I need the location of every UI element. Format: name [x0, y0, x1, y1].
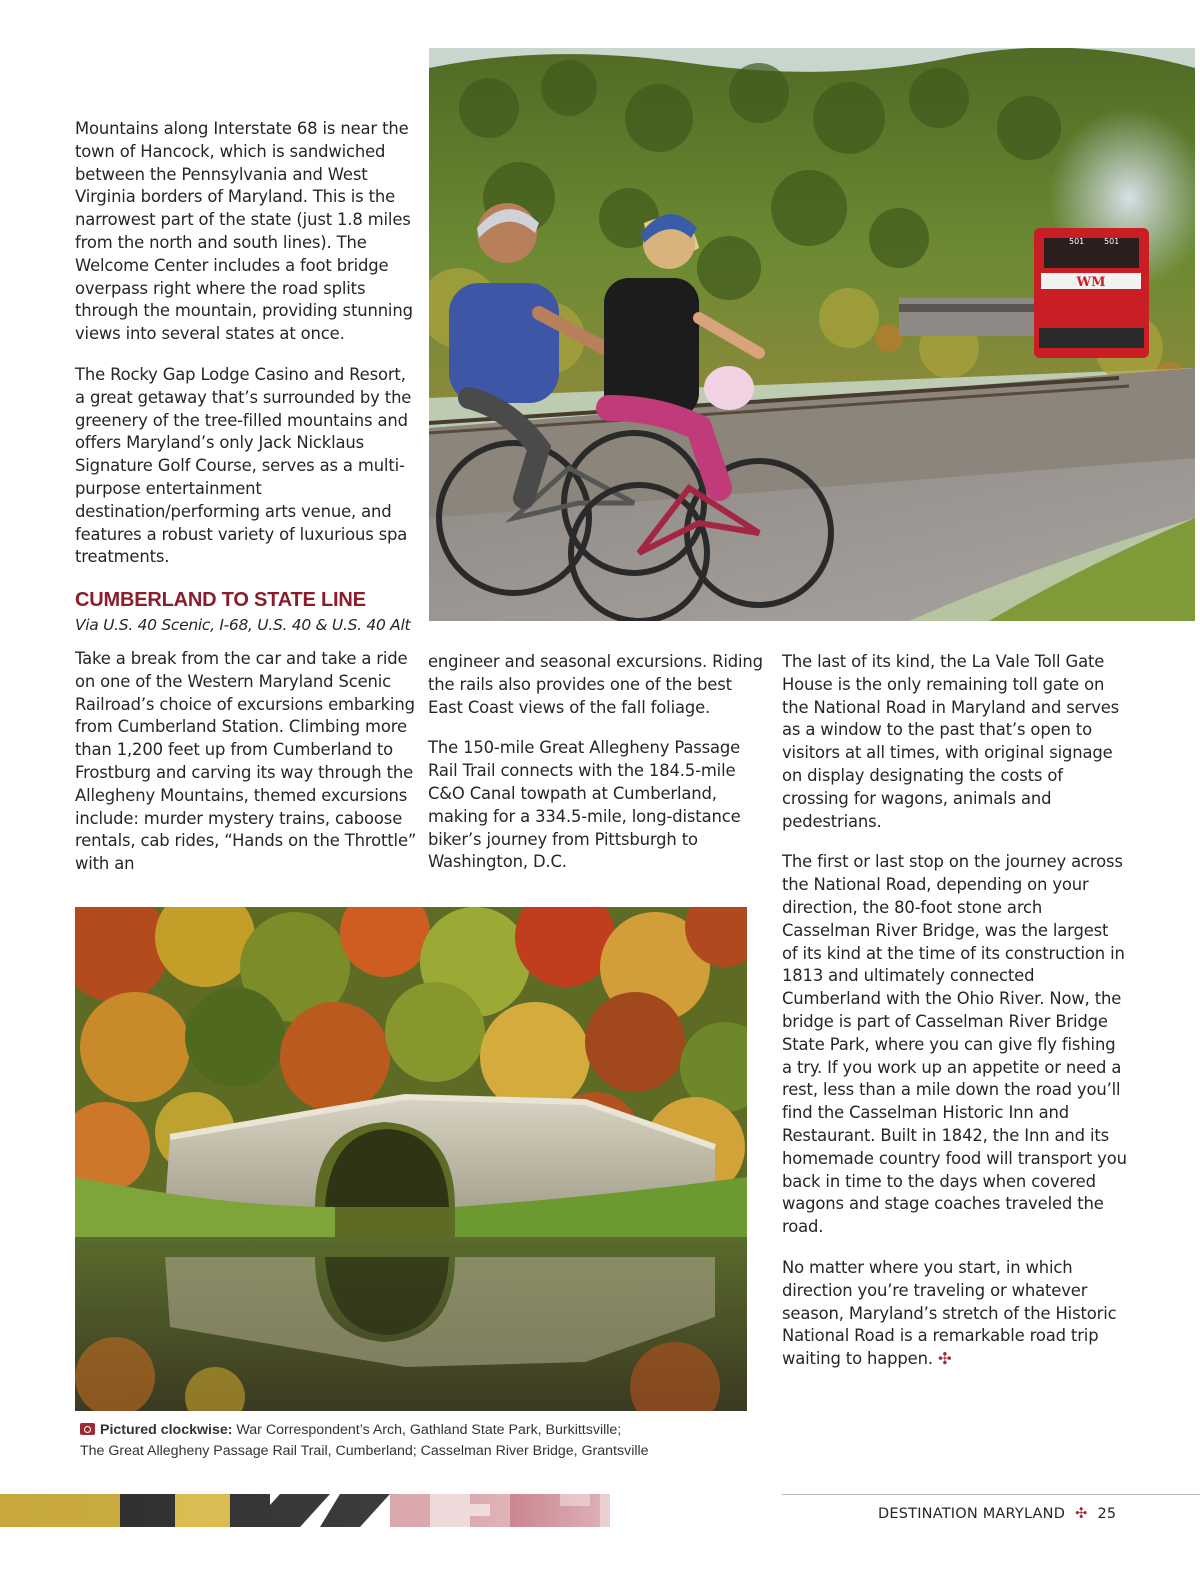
paragraph-rocky-gap: The Rocky Gap Lodge Casino and Resort, a great getaway that’s surrounded by the greenery of the tree-filled mountains and offers Maryland’s only Jack Nicklaus Signature Golf Course, serves as a multi-purpose entertainment destination/performing arts venue, and features a robust variety of luxurious spa treatments.: [75, 364, 412, 567]
paragraph-casselman-bridge: The first or last stop on the journey across the National Road, depending on your direction, the 80-foot stone arch Casselman River Bridge, was the largest of its kind at the time of its construction in 1813 and ultimately connected Cumberland with the Ohio River. Now, the bridge is part of Casselman River Bridge State Park, where you can give fly fishing a try. If you work up an appetite or need a rest, less than a mile down the road you’ll find the Casselman Historic Inn and Restaurant. Built in 1842, the Inn and its homemade country food will transport you back in time to the days when covered wagons and stage coaches traveled the road.: [782, 852, 1127, 1237]
paragraph-rail-trail: The 150-mile Great Allegheny Passage Rail Trail connects with the 184.5-mile C&O Canal towpath at Cumberland, making for a 334.5-mile, long-distance biker’s journey from Pittsburgh to Washington, D.C.: [428, 738, 741, 872]
paragraph-closing: [782, 1257, 1127, 1371]
caption-lead: Pictured clockwise:: [100, 1422, 233, 1438]
article-column-3: [782, 651, 1127, 1389]
section-subheading: Via U.S. 40 Scenic, I-68, U.S. 40 & U.S. 40 Alt: [75, 616, 411, 634]
end-mark-icon: ✣: [937, 1349, 952, 1369]
paragraph-scenic-railroad: Take a break from the car and take a ride on one of the Western Maryland Scenic Railroad’s choice of excursions embarking from Cumberland Station. Climbing more than 1,200 feet up from Cumberland to Frostburg and carving its way through the Allegheny Mountains, themed excursions include: murder mystery trains, caboose rentals, cab rides, “Hands on the Throttle” with an: [75, 649, 417, 874]
photo-casselman-bridge: [75, 907, 747, 1411]
locomotive-number-right: 501: [1104, 237, 1120, 246]
caption-line-2: The Great Allegheny Passage Rail Trail, Cumberland; Casselman River Bridge, Grantsville: [80, 1443, 649, 1459]
paragraph-hancock: Mountains along Interstate 68 is near the town of Hancock, which is sandwiched between the Pennsylvania and West Virginia borders of Maryland. This is the narrowest part of the state (just 1.8 miles from the north and south lines). The Welcome Center includes a foot bridge overpass right where the road splits through the mountain, providing stunning views into several states at once.: [75, 119, 413, 344]
article-column-1-bottom: [75, 648, 420, 894]
page-footer: [878, 1506, 1116, 1522]
paragraph-toll-gate: The last of its kind, the La Vale Toll Gate House is the only remaining toll gate on the National Road in Maryland and serves as a window to the past that’s open to visitors at all times, with original signage on display designating the costs of crossing for wagons, animals and pedestrians.: [782, 652, 1120, 831]
locomotive-lettering: WM: [1076, 275, 1106, 290]
maryland-flag-band: [0, 1494, 780, 1527]
article-column-2: [428, 651, 768, 892]
closing-text: No matter where you start, in which direction you’re traveling or whatever season, Maryland’s stretch of the Historic National Road is a remarkable road trip waiting to happen.: [782, 1257, 1117, 1369]
article-column-1-top: [75, 118, 420, 587]
locomotive-illustration: [1034, 228, 1149, 358]
camera-icon: [80, 1423, 95, 1435]
publication-name: DESTINATION MARYLAND: [878, 1506, 1066, 1522]
photo-caption: [80, 1420, 780, 1462]
page-number: 25: [1097, 1506, 1117, 1522]
photo-cyclists-train: [429, 48, 1195, 621]
locomotive-number-left: 501: [1069, 237, 1085, 246]
caption-line-1: War Correspondent’s Arch, Gathland State Park, Burkittsville;: [236, 1422, 622, 1438]
section-heading: CUMBERLAND TO STATE LINE: [75, 589, 366, 611]
paragraph-railroad-continued: engineer and seasonal excursions. Riding the rails also provides one of the best East Coast views of the fall foliage.: [428, 652, 763, 717]
footer-separator-icon: ✣: [1075, 1506, 1088, 1522]
footer-rule: [782, 1494, 1200, 1495]
